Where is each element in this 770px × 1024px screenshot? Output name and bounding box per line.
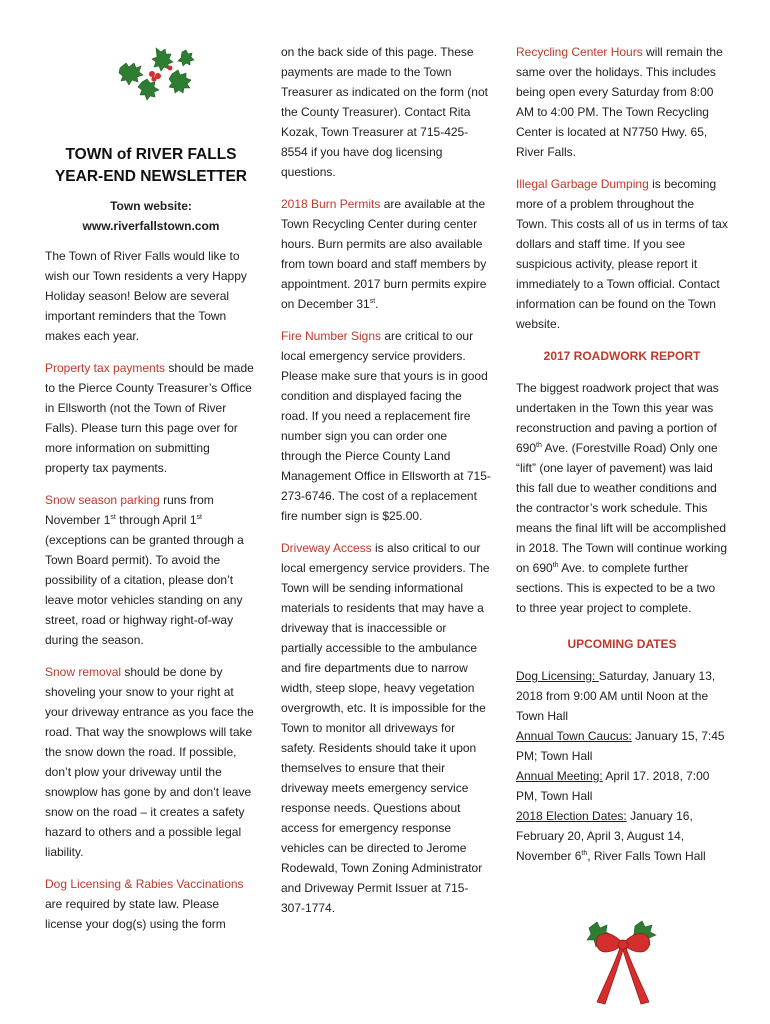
upcoming-heading: UPCOMING DATES — [567, 637, 677, 651]
fire-signs-paragraph: Fire Number Signs are critical to our local emergency service providers. Please make sure that yours is in good condition and displayed facing the road. If you need a replacement fire number sign you can order one through the Pierce County Land Management Office in Ellsworth at 715-273-6746. The cost of a replacement fire number sign is $25.00. — [281, 329, 491, 523]
roadwork-paragraph: The biggest roadwork project that was undertaken in the Town this year was reconstruction and paving a portion of 690th Ave. (Forestville Road) Only one “lift” (one layer of pavement) was laid this fall due to weather conditions and the contractor’s work schedule. This means the final lift will be accomplished in 2018. The Town will continue working on 690th Ave. to complete further sections. This is expected to be a two to three year project to complete. — [516, 381, 728, 615]
driveway-paragraph: Driveway Access is also critical to our local emergency service providers. The Town will be sending informational materials to residents that may have a driveway that is inaccessible or partially accessible to the ambulance and fire departments due to narrow width, steep slope, heavy vegetation overgrowth, etc. It is impossible for the Town to monitor all driveways for safety. Residents should take it upon themselves to ensure that their driveway meets emergency service response needs. Questions about access for emergency response vehicles can be directed to Jerome Rodewald, Town Zoning Administrator and Driveway Permit Issuer at 715-307-1774. — [281, 541, 490, 915]
burn-permits-paragraph: 2018 Burn Permits are available at the Town Recycling Center during center hours. Burn permits are also available from town board and staff members by appointment. 2017 burn permits expire on December 31st. — [281, 197, 487, 311]
property-tax-heading: Property tax payments — [45, 361, 166, 375]
date-town-caucus: Annual Town Caucus: January 15, 7:45 PM; Town Hall — [516, 729, 725, 763]
dog-licensing-continued: on the back side of this page. These payments are made to the Town Treasurer as indicated on the form (not the County Treasurer). Contact Rita Kozak, Town Treasurer at 715-425-8554 if you have dog licensing questions. — [281, 45, 488, 179]
christmas-bow-illustration — [583, 918, 663, 1013]
date-dog-licensing: Dog Licensing: Saturday, January 13, 2018 from 9:00 AM until Noon at the Town Hall — [516, 669, 716, 723]
website-link[interactable]: www.riverfallstown.com — [82, 219, 220, 233]
garbage-paragraph: Illegal Garbage Dumping is becoming more of a problem throughout the Town. This costs all of us in terms of tax dollars and staff time. If you see suspicious activity, please report it immediately to a Town official. Contact information can be found on the Town website. — [516, 177, 728, 331]
driveway-heading: Driveway Access — [281, 541, 372, 555]
snow-parking-paragraph: Snow season parking runs from November 1st through April 1st (exceptions can be granted through a Town Board permit). To avoid the possibility of a citation, please don’t leave motor vehicles standing on any street, road or highway right-of-way during the season. — [45, 493, 244, 647]
burn-permits-heading: 2018 Burn Permits — [281, 197, 381, 211]
intro-paragraph: The Town of River Falls would like to wish our Town residents a very Happy Holiday season! Below are several important reminders that the Town makes each year. — [45, 249, 247, 343]
newsletter-title: TOWN of RIVER FALLS YEAR-END NEWSLETTER — [54, 146, 248, 185]
recycling-heading: Recycling Center Hours — [516, 45, 643, 59]
website-info: Town website: www.riverfallstown.com — [45, 196, 257, 236]
roadwork-heading: 2017 ROADWORK REPORT — [543, 349, 701, 363]
snow-removal-paragraph: Snow removal should be done by shoveling your snow to your right at your driveway entrance as you face the road. That way the snowplows will take the snow down the road. If possible, don’t plow your driveway until the snowplow has gone by and don’t leave snow on the road – it creates a safety hazard to others and a possible legal liability. — [45, 665, 254, 859]
property-tax-paragraph: Property tax payments should be made to the Pierce County Treasurer’s Office in Ellsworth (not the Town of River Falls). Please turn this page over for more information on submitting property tax payments. — [45, 361, 254, 475]
column-right — [516, 42, 728, 866]
garbage-heading: Illegal Garbage Dumping — [516, 177, 649, 191]
date-annual-meeting: Annual Meeting: April 17. 2018, 7:00 PM, Town Hall — [516, 769, 710, 803]
column-left — [45, 42, 257, 946]
upcoming-dates-list — [516, 666, 728, 866]
recycling-paragraph: Recycling Center Hours will remain the same over the holidays. This includes being open every Saturday from 8:00 AM to 4:00 PM. The Town Recycling Center is located at N7750 Hwy. 65, River Falls. — [516, 45, 723, 159]
dog-licensing-paragraph: Dog Licensing & Rabies Vaccinations are required by state law. Please license your dog(s) using the form — [45, 877, 244, 931]
dog-licensing-heading: Dog Licensing & Rabies Vaccinations — [45, 877, 244, 891]
fire-signs-heading: Fire Number Signs — [281, 329, 382, 343]
snow-removal-heading: Snow removal — [45, 665, 122, 679]
column-middle — [281, 42, 491, 930]
snow-parking-heading: Snow season parking — [45, 493, 160, 507]
date-elections: 2018 Election Dates: January 16, February 20, April 3, August 14, November 6th, River Falls Town Hall — [516, 809, 706, 863]
